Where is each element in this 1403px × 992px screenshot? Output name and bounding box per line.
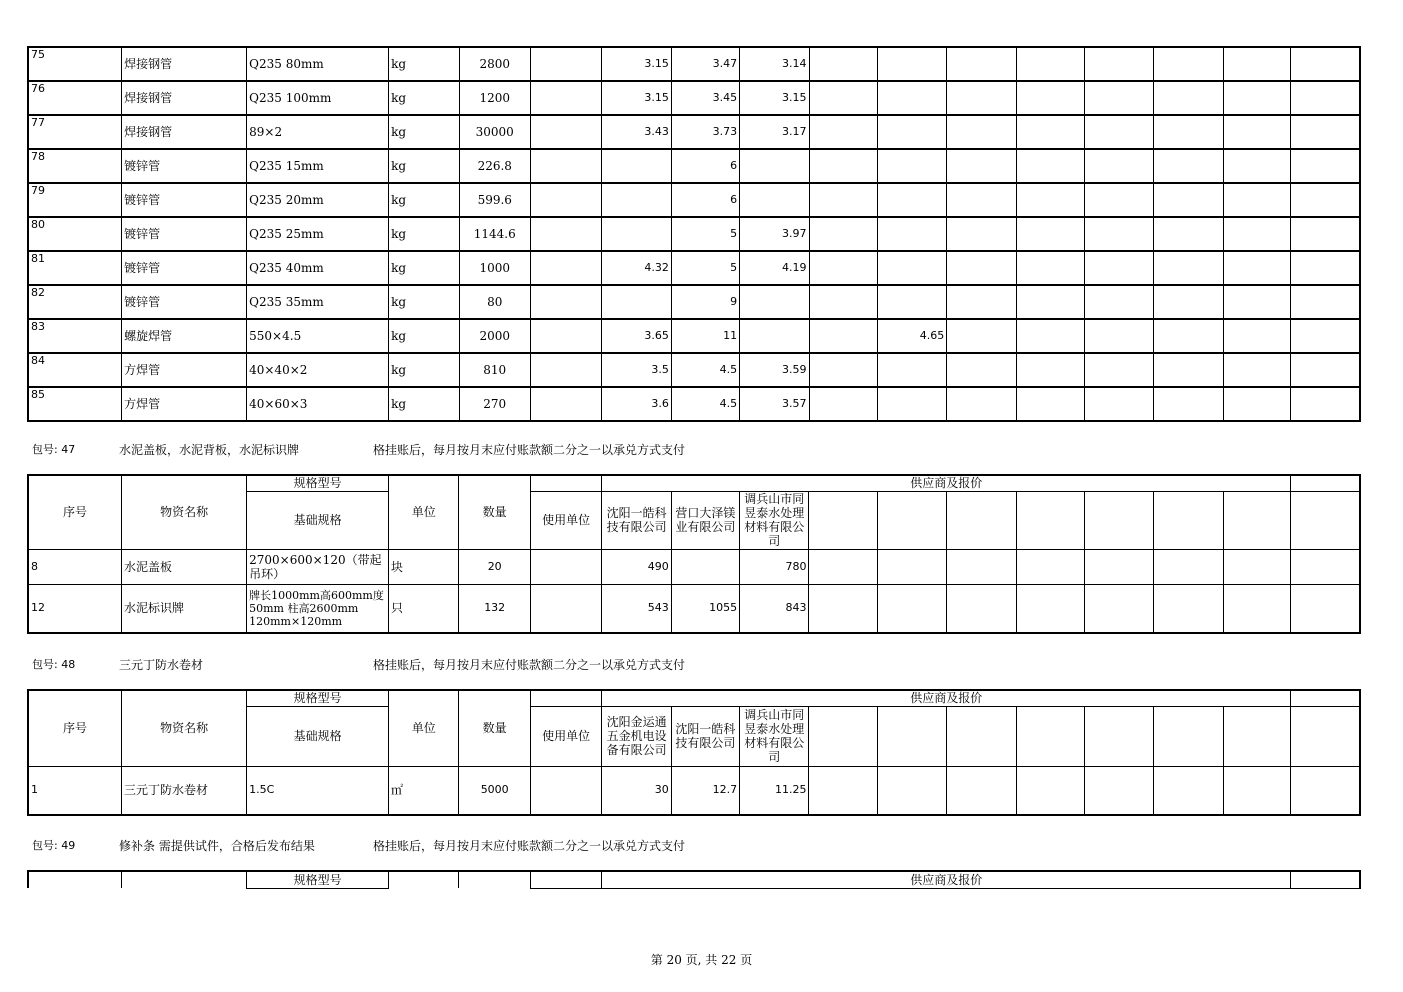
row-name: 水泥标识牌	[122, 584, 247, 633]
row-unit: 块	[389, 549, 459, 584]
row-price: 3.73	[671, 115, 739, 149]
row-price	[877, 149, 946, 183]
row-price	[740, 285, 809, 319]
package-label: 包号:	[32, 443, 58, 456]
row-price	[809, 217, 877, 251]
row-price: 780	[740, 549, 809, 584]
header-use-unit: 使用单位	[530, 706, 601, 766]
row-use-unit	[530, 81, 601, 115]
row-price: 3.59	[740, 353, 809, 387]
row-price: 6	[671, 183, 739, 217]
row-name: 焊接钢管	[122, 47, 247, 81]
row-price: 5	[671, 251, 739, 285]
row-name: 焊接钢管	[122, 81, 247, 115]
supplier-name: 调兵山市同昱泰水处理材料有限公司	[740, 706, 809, 766]
row-price: 11	[671, 319, 739, 353]
row-price: 5	[671, 217, 739, 251]
row-price: 3.97	[740, 217, 809, 251]
row-unit: kg	[389, 353, 459, 387]
row-price: 843	[740, 584, 809, 633]
row-price: 30	[602, 766, 671, 815]
row-price: 9	[671, 285, 739, 319]
package-description: 水泥盖板，水泥背板，水泥标识牌	[119, 443, 300, 457]
row-price	[877, 285, 946, 319]
row-use-unit	[530, 149, 601, 183]
supplier-name: 营口大泽镁业有限公司	[671, 491, 739, 549]
row-price: 3.15	[602, 47, 671, 81]
row-seq: 1	[28, 766, 122, 815]
row-price: 4.5	[671, 387, 739, 421]
row-price	[809, 353, 877, 387]
header-supplier-group: 供应商及报价	[602, 871, 1291, 888]
header-supplier-group: 供应商及报价	[602, 690, 1291, 706]
row-qty: 1144.6	[459, 217, 530, 251]
row-spec: 550×4.5	[247, 319, 389, 353]
row-price	[877, 115, 946, 149]
row-seq: 77	[28, 115, 122, 149]
row-price	[877, 353, 946, 387]
package-description: 修补条 需提供试件，合格后发布结果	[119, 839, 315, 853]
row-seq: 82	[28, 285, 122, 319]
row-use-unit	[530, 47, 601, 81]
package-label: 包号:	[32, 658, 58, 671]
row-name: 焊接钢管	[122, 115, 247, 149]
header-spec-basic: 基础规格	[247, 706, 389, 766]
row-price: 3.15	[602, 81, 671, 115]
row-seq: 12	[28, 584, 122, 633]
row-unit: kg	[389, 217, 459, 251]
row-use-unit	[530, 387, 601, 421]
row-price	[809, 183, 877, 217]
row-price	[671, 549, 739, 584]
row-qty: 5000	[459, 766, 530, 815]
table-row	[28, 584, 1360, 633]
row-price: 3.45	[671, 81, 739, 115]
row-unit: ㎡	[389, 766, 459, 815]
row-price	[809, 81, 877, 115]
package-label: 包号:	[32, 839, 58, 852]
header-unit: 单位	[389, 690, 459, 766]
row-price	[602, 183, 671, 217]
material-table-package-47	[27, 474, 1361, 634]
row-spec: 牌长1000mm高600mm度50mm 柱高2600mm 120mm×120mm	[247, 584, 389, 633]
header-qty: 数量	[459, 690, 530, 766]
row-spec: Q235 35mm	[247, 285, 389, 319]
row-spec: Q235 25mm	[247, 217, 389, 251]
row-price	[809, 149, 877, 183]
row-price	[877, 251, 946, 285]
row-price: 490	[602, 549, 671, 584]
row-spec: Q235 20mm	[247, 183, 389, 217]
row-price	[809, 319, 877, 353]
payment-terms: 格挂账后，每月按月末应付账款额二分之一以承兑方式支付	[373, 443, 686, 457]
table-row	[28, 285, 1360, 319]
row-seq: 83	[28, 319, 122, 353]
row-use-unit	[530, 285, 601, 319]
material-table-package-48	[27, 689, 1361, 816]
row-spec: Q235 40mm	[247, 251, 389, 285]
header-seq: 序号	[28, 475, 122, 549]
row-seq: 79	[28, 183, 122, 217]
row-price: 3.65	[602, 319, 671, 353]
row-spec: Q235 15mm	[247, 149, 389, 183]
header-qty: 数量	[459, 475, 530, 549]
row-seq: 81	[28, 251, 122, 285]
table-row	[28, 766, 1360, 815]
package-description: 三元丁防水卷材	[119, 658, 204, 672]
row-qty: 1000	[459, 251, 530, 285]
header-spec-basic: 基础规格	[247, 491, 389, 549]
row-spec: Q235 80mm	[247, 47, 389, 81]
header-spec-group: 规格型号	[247, 475, 389, 491]
row-use-unit	[530, 183, 601, 217]
table-row	[28, 319, 1360, 353]
table-row	[28, 549, 1360, 584]
row-price: 3.5	[602, 353, 671, 387]
material-table-package-49	[27, 870, 1361, 889]
row-price: 1055	[671, 584, 739, 633]
row-name: 方焊管	[122, 387, 247, 421]
row-price: 3.17	[740, 115, 809, 149]
row-price: 3.14	[740, 47, 809, 81]
header-use-unit: 使用单位	[530, 491, 601, 549]
row-price: 12.7	[671, 766, 739, 815]
row-seq: 8	[28, 549, 122, 584]
row-qty: 2000	[459, 319, 530, 353]
row-unit: kg	[389, 319, 459, 353]
row-seq: 78	[28, 149, 122, 183]
table-row	[28, 387, 1360, 421]
row-seq: 76	[28, 81, 122, 115]
row-price: 3.6	[602, 387, 671, 421]
row-price	[809, 47, 877, 81]
package-number: 49	[61, 839, 76, 852]
row-spec: Q235 100mm	[247, 81, 389, 115]
row-use-unit	[530, 319, 601, 353]
row-price	[740, 319, 809, 353]
supplier-name: 调兵山市同昱泰水处理材料有限公司	[740, 491, 809, 549]
row-price: 3.57	[740, 387, 809, 421]
row-price: 4.65	[877, 319, 946, 353]
row-price: 4.19	[740, 251, 809, 285]
table-row	[28, 353, 1360, 387]
package-number: 48	[61, 658, 76, 671]
row-unit: kg	[389, 115, 459, 149]
row-price: 3.43	[602, 115, 671, 149]
row-use-unit	[530, 217, 601, 251]
row-qty: 599.6	[459, 183, 530, 217]
row-spec: 89×2	[247, 115, 389, 149]
page-number: 第 20 页, 共 22 页	[650, 953, 753, 967]
header-name: 物资名称	[122, 690, 247, 766]
header-spec-group: 规格型号	[247, 690, 389, 706]
row-qty: 20	[459, 549, 530, 584]
row-price	[602, 285, 671, 319]
row-price: 3.47	[671, 47, 739, 81]
row-unit: kg	[389, 47, 459, 81]
row-price	[740, 149, 809, 183]
row-price: 4.32	[602, 251, 671, 285]
row-price	[809, 251, 877, 285]
row-price	[602, 149, 671, 183]
row-seq: 75	[28, 47, 122, 81]
row-unit: 只	[389, 584, 459, 633]
row-spec: 2700×600×120（带起吊环）	[247, 549, 389, 584]
row-price	[740, 183, 809, 217]
row-price: 4.5	[671, 353, 739, 387]
row-price	[602, 217, 671, 251]
row-price	[809, 387, 877, 421]
table-row	[28, 47, 1360, 81]
header-seq: 序号	[28, 690, 122, 766]
row-price: 6	[671, 149, 739, 183]
row-qty: 1200	[459, 81, 530, 115]
row-price: 3.15	[740, 81, 809, 115]
table-row	[28, 81, 1360, 115]
supplier-name: 沈阳金运通五金机电设备有限公司	[602, 706, 671, 766]
row-qty: 30000	[459, 115, 530, 149]
row-unit: kg	[389, 387, 459, 421]
header-spec-group: 规格型号	[247, 871, 389, 888]
row-seq: 80	[28, 217, 122, 251]
row-qty: 132	[459, 584, 530, 633]
header-name: 物资名称	[122, 475, 247, 549]
row-name: 镀锌管	[122, 183, 247, 217]
supplier-name: 沈阳一皓科技有限公司	[671, 706, 739, 766]
row-price	[877, 183, 946, 217]
row-price	[877, 387, 946, 421]
row-name: 方焊管	[122, 353, 247, 387]
supplier-name: 沈阳一皓科技有限公司	[602, 491, 671, 549]
row-unit: kg	[389, 149, 459, 183]
table-row	[28, 183, 1360, 217]
row-use-unit	[530, 353, 601, 387]
table-row	[28, 115, 1360, 149]
table-row	[28, 251, 1360, 285]
row-price	[877, 47, 946, 81]
row-qty: 226.8	[459, 149, 530, 183]
row-unit: kg	[389, 285, 459, 319]
row-name: 螺旋焊管	[122, 319, 247, 353]
row-price	[809, 285, 877, 319]
row-price: 11.25	[740, 766, 809, 815]
row-price	[809, 115, 877, 149]
row-qty: 810	[459, 353, 530, 387]
material-table-steel-pipes	[27, 46, 1361, 422]
row-qty: 80	[459, 285, 530, 319]
package-number: 47	[61, 443, 76, 456]
payment-terms: 格挂账后，每月按月末应付账款额二分之一以承兑方式支付	[373, 658, 686, 672]
row-name: 镀锌管	[122, 251, 247, 285]
row-name: 水泥盖板	[122, 549, 247, 584]
row-seq: 84	[28, 353, 122, 387]
row-name: 镀锌管	[122, 285, 247, 319]
row-use-unit	[530, 115, 601, 149]
row-spec: 40×40×2	[247, 353, 389, 387]
row-name: 镀锌管	[122, 149, 247, 183]
row-price	[877, 81, 946, 115]
row-qty: 2800	[459, 47, 530, 81]
row-spec: 40×60×3	[247, 387, 389, 421]
row-qty: 270	[459, 387, 530, 421]
table-row	[28, 217, 1360, 251]
row-price: 543	[602, 584, 671, 633]
row-spec: 1.5C	[247, 766, 389, 815]
row-unit: kg	[389, 251, 459, 285]
header-unit: 单位	[389, 475, 459, 549]
header-supplier-group: 供应商及报价	[602, 475, 1291, 491]
row-unit: kg	[389, 81, 459, 115]
row-unit: kg	[389, 183, 459, 217]
row-name: 镀锌管	[122, 217, 247, 251]
row-use-unit	[530, 251, 601, 285]
table-row	[28, 149, 1360, 183]
payment-terms: 格挂账后，每月按月末应付账款额二分之一以承兑方式支付	[373, 839, 686, 853]
row-price	[877, 217, 946, 251]
row-name: 三元丁防水卷材	[122, 766, 247, 815]
row-seq: 85	[28, 387, 122, 421]
